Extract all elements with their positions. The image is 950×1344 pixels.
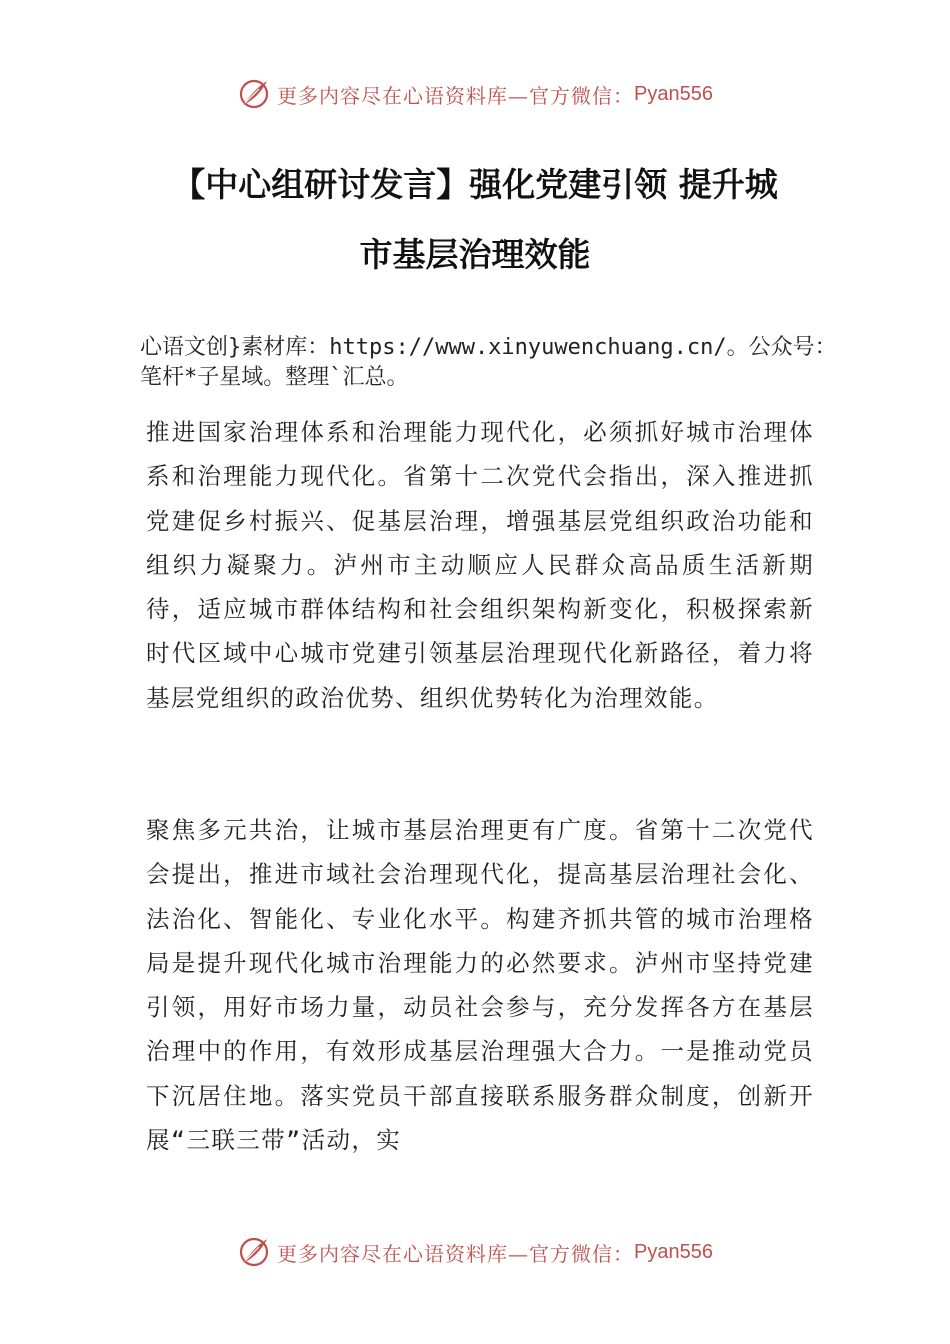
feather-quill-icon <box>237 1235 271 1269</box>
watermark-text: 更多内容尽在心语资料库—官方微信： <box>277 83 635 108</box>
body-paragraph-2: 聚焦多元共治，让城市基层治理更有广度。省第十二次党代会提出，推进市域社会治理现代化，提高基层治理社会化、法治化、智能化、专业化水平。构建齐抓共管的城市治理格局是提升现代化城市治理能力的必然要求。泸州市坚持党建引领，用好市场力量，动员社会参与，充分发挥各方在基层治理中的作用，有效形成基层治理强大合力。一是推动党员下沉居住地。落实党员干部直接联系服务群众制度，创新开展“三联三带”活动，实 <box>146 816 814 1155</box>
source-note: 心语文创}素材库：https://www.xinyuwenchuang.cn/。公众号：笔杆*子星域。整理`汇总。 <box>140 335 837 390</box>
watermark-banner-bottom <box>0 1232 950 1272</box>
title-line-1: 【中心组研讨发言】强化党建引领 提升城 <box>172 165 778 204</box>
title-line-2: 市基层治理效能 <box>359 235 591 274</box>
feather-quill-icon <box>237 77 271 111</box>
watermark-banner-top <box>0 74 950 114</box>
watermark-text: 更多内容尽在心语资料库—官方微信： <box>277 1241 635 1266</box>
watermark-wechat-id: Pyan556 <box>634 1240 713 1263</box>
body-paragraph-1: 推进国家治理体系和治理能力现代化，必须抓好城市治理体系和治理能力现代化。省第十二次党代会指出，深入推进抓党建促乡村振兴、促基层治理，增强基层党组织政治功能和组织力凝聚力。泸州市主动顺应人民群众高品质生活新期待，适应城市群体结构和社会组织架构新变化，积极探索新时代区域中心城市党建引领基层治理现代化新路径，着力将基层党组织的政治优势、组织优势转化为治理效能。 <box>146 418 814 712</box>
watermark-wechat-id: Pyan556 <box>634 82 713 105</box>
document-title <box>140 150 810 290</box>
